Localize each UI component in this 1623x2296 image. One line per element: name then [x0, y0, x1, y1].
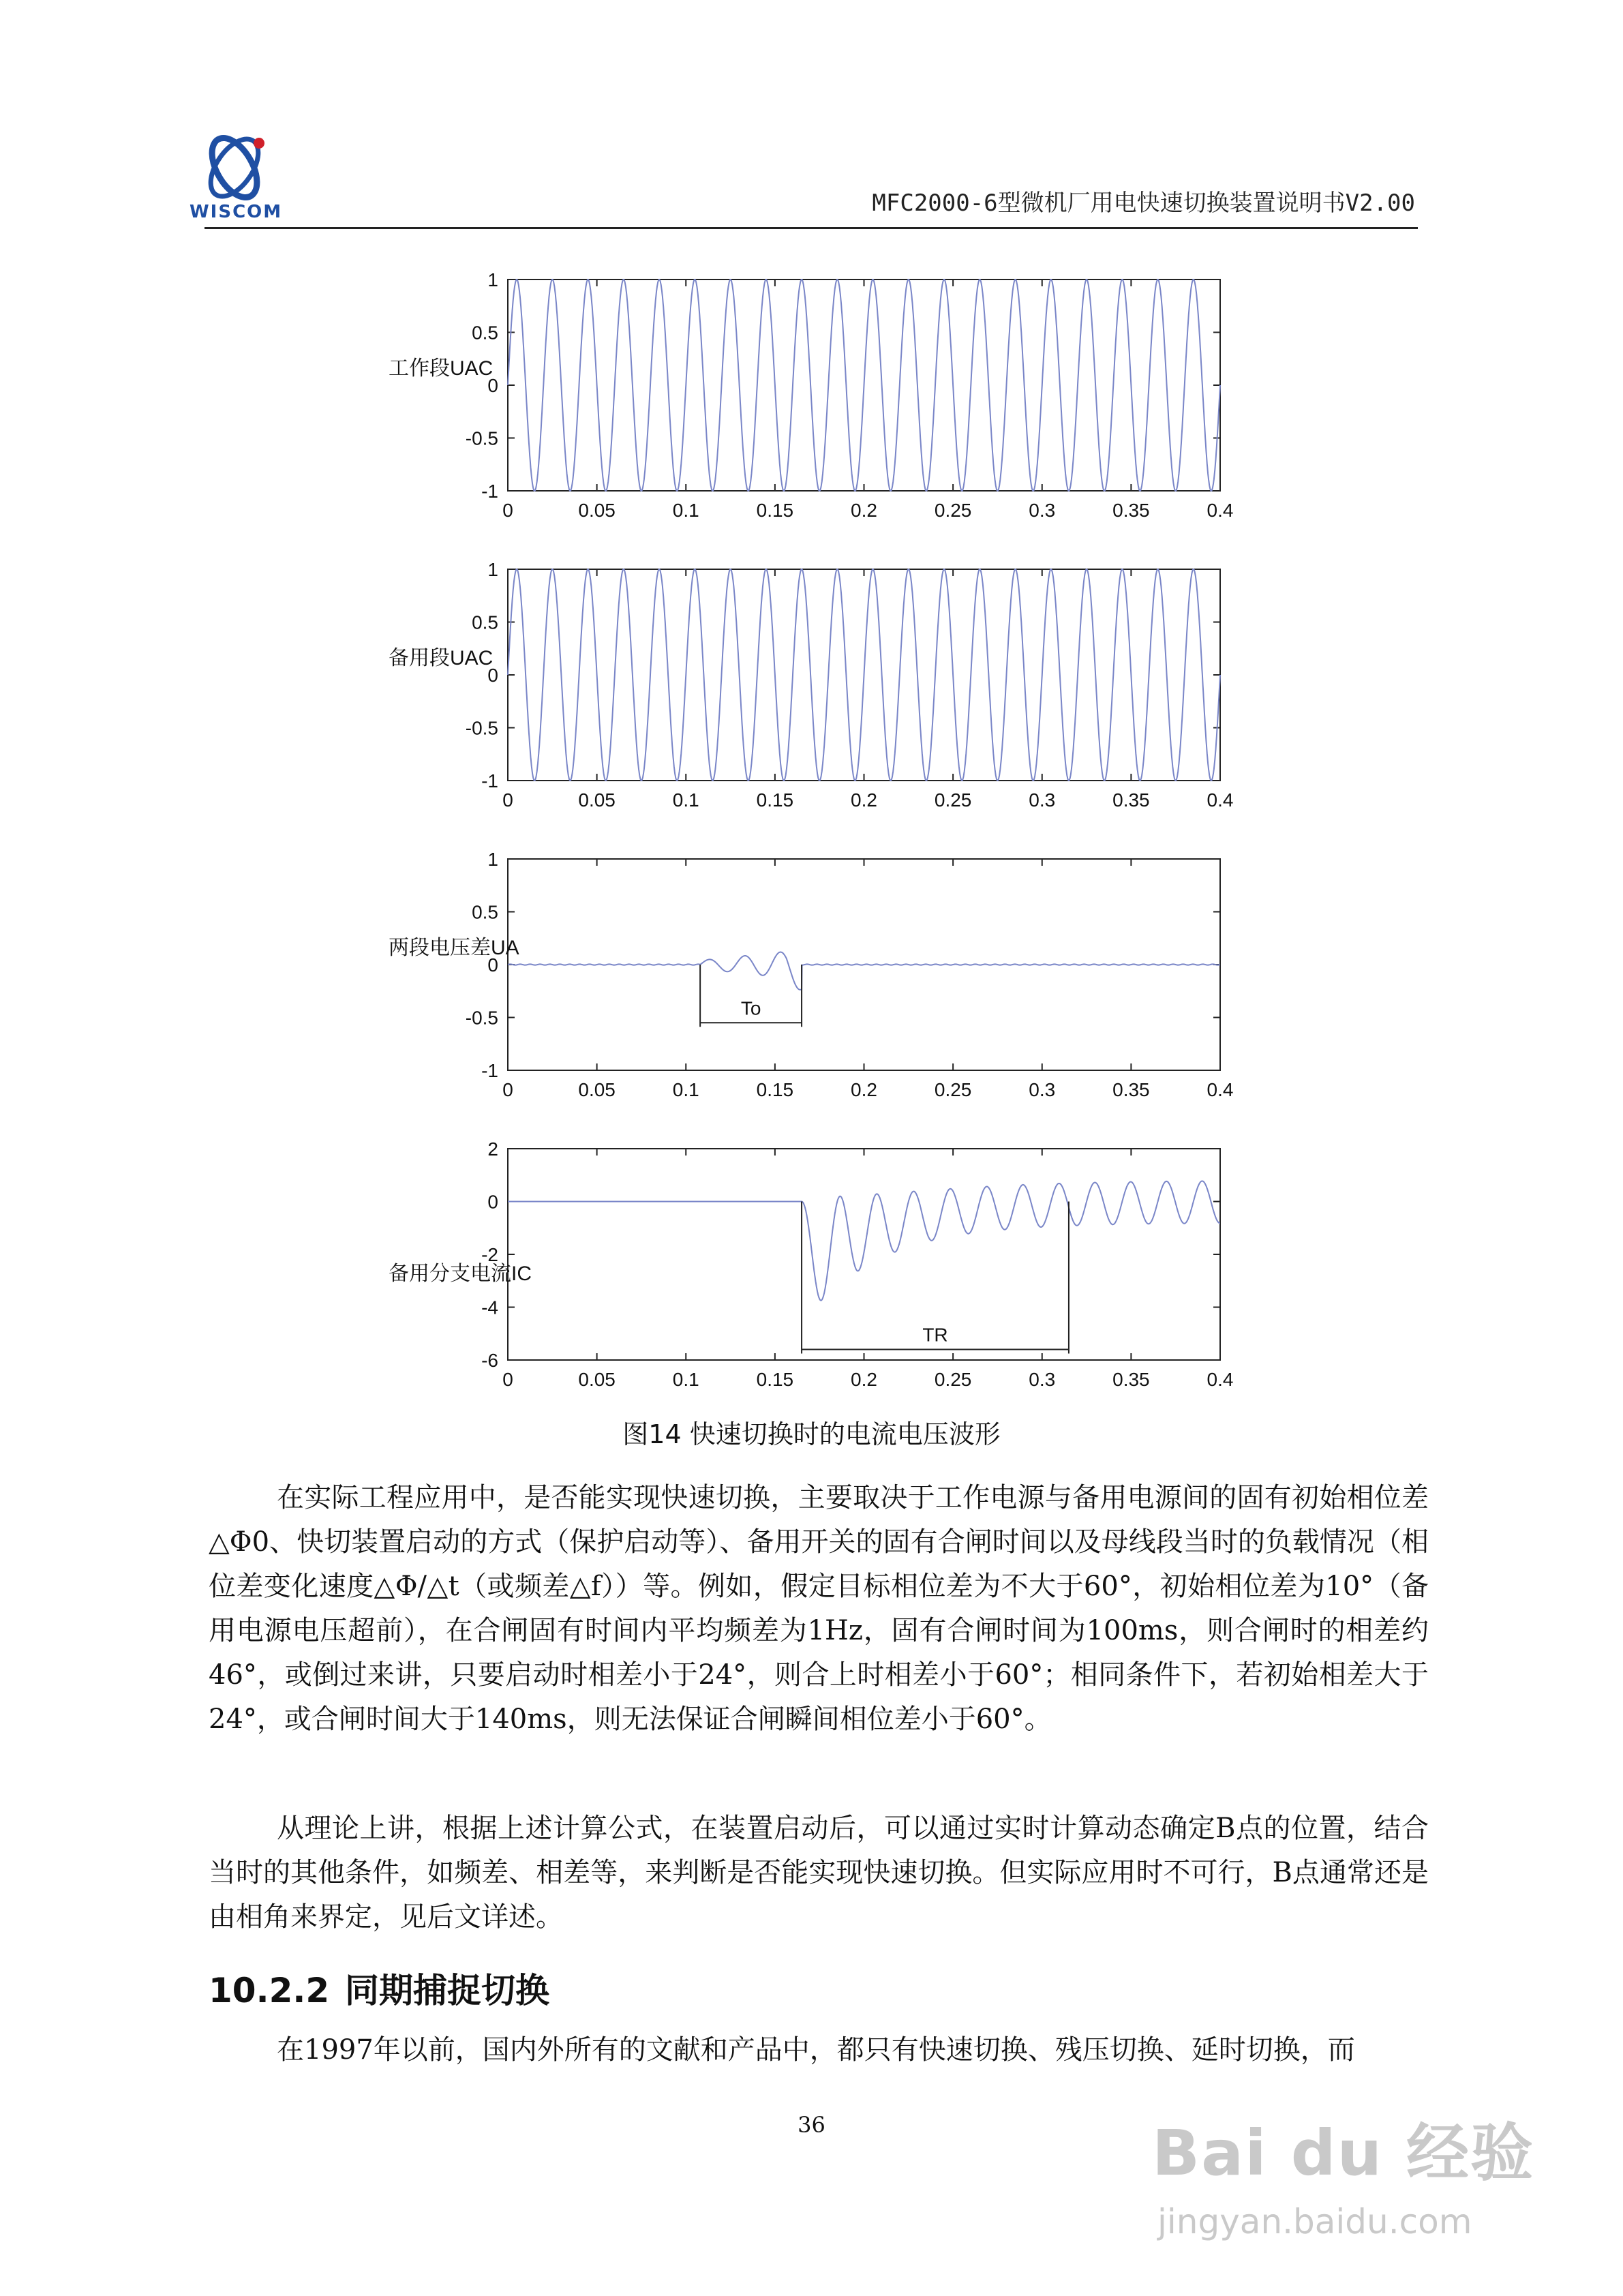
x-tick-label: 0.05 — [578, 500, 616, 521]
x-tick-label: 0.35 — [1112, 500, 1150, 521]
x-tick-label: 0.3 — [1029, 1079, 1056, 1100]
y-tick-label: -2 — [481, 1244, 498, 1265]
chart-panel-2 — [389, 559, 1233, 811]
x-tick-label: 0.15 — [756, 789, 794, 811]
y-tick-label: -1 — [481, 770, 498, 791]
x-tick-label: 0.05 — [578, 1079, 616, 1100]
y-axis-label: 备用段UAC — [389, 647, 494, 669]
y-tick-label: -0.5 — [465, 717, 498, 739]
document-title: MFC2000-6型微机厂用电快速切换装置说明书V2.00 — [872, 190, 1415, 217]
x-tick-label: 0.15 — [756, 1369, 794, 1390]
x-tick-label: 0 — [502, 789, 513, 811]
x-tick-label: 0 — [502, 1079, 513, 1100]
series-line-两段电压差UA — [508, 952, 1220, 990]
paragraph-3: 在1997年以前，国内外所有的文献和产品中，都只有快速切换、残压切换、延时切换，而 — [277, 2034, 1355, 2066]
section-heading — [209, 1963, 549, 2012]
x-tick-label: 0.25 — [934, 1079, 972, 1100]
x-tick-label: 0.4 — [1207, 500, 1234, 521]
x-tick-label: 0.25 — [934, 789, 972, 811]
y-tick-label: 0 — [487, 1191, 498, 1213]
x-tick-label: 0.3 — [1029, 1369, 1056, 1390]
chart-panel-3 — [389, 849, 1233, 1100]
y-axis-label: 备用分支电流IC — [389, 1263, 532, 1285]
section-title: 同期捕捉切换 — [345, 1971, 549, 2010]
y-tick-label: -1 — [481, 1060, 498, 1081]
x-tick-label: 0.2 — [851, 1079, 877, 1100]
y-tick-label: 1 — [487, 849, 498, 870]
x-tick-label: 0.35 — [1112, 1079, 1150, 1100]
y-tick-label: -4 — [481, 1297, 498, 1318]
chart-panel-4 — [389, 1138, 1233, 1390]
y-tick-label: -0.5 — [465, 427, 498, 449]
y-tick-label: 0 — [487, 954, 498, 976]
figure-caption: 图14 快速切换时的电流电压波形 — [622, 1419, 1001, 1449]
x-tick-label: 0.35 — [1112, 1369, 1150, 1390]
y-tick-label: 0 — [487, 375, 498, 396]
annotation-label: To — [740, 997, 761, 1019]
y-tick-label: -1 — [481, 481, 498, 502]
y-tick-label: -0.5 — [465, 1007, 498, 1029]
x-tick-label: 0.3 — [1029, 789, 1056, 811]
y-tick-label: 0.5 — [472, 901, 498, 923]
y-tick-label: 1 — [487, 559, 498, 580]
annotation-label: TR — [922, 1324, 948, 1346]
x-tick-label: 0.2 — [851, 789, 877, 811]
page-number: 36 — [798, 2112, 825, 2138]
series-line-备用分支电流IC — [508, 1181, 1220, 1301]
x-tick-label: 0.2 — [851, 500, 877, 521]
x-tick-label: 0 — [502, 1369, 513, 1390]
x-tick-label: 0.1 — [672, 500, 699, 521]
paragraph-2: 从理论上讲，根据上述计算公式，在装置启动后，可以通过实时计算动态确定B点的位置，结合当时的其他条件，如频差、相差等，来判断是否能实现快速切换。但实际应用时不可行，B点通常还是由相角来界定，见后文详述。 — [209, 1813, 1429, 1933]
x-tick-label: 0.4 — [1207, 1369, 1234, 1390]
y-tick-label: 0.5 — [472, 322, 498, 344]
watermark-url: jingyan.baidu.com — [1157, 2202, 1472, 2241]
logo-text: WISCOM — [189, 202, 283, 222]
paragraph-1: 在实际工程应用中，是否能实现快速切换，主要取决于工作电源与备用电源间的固有初始相位差△Φ0、快切装置启动的方式（保护启动等）、备用开关的固有合闸时间以及母线段当时的负载情况（相位差变化速度△Φ/△t（或频差△f））等。例如，假定目标相位差为不大于60°，初始相位差为10°（备用电源电压超前），在合闸固有时间内平均频差为1Hz，固有合闸时间为100ms，则合闸时的相差约46°，或倒过来讲，只要启动时相差小于24°，则合上时相差小于60°；相同条件下，若初始相差大于24°，或合闸时间大于140ms，则无法保证合闸瞬间相位差小于60°。 — [209, 1482, 1429, 1735]
y-tick-label: 1 — [487, 269, 498, 290]
x-tick-label: 0.1 — [672, 789, 699, 811]
x-tick-label: 0.35 — [1112, 789, 1150, 811]
x-tick-label: 0.3 — [1029, 500, 1056, 521]
baidu-watermark: Bai du 经验 — [1152, 2117, 1535, 2190]
y-tick-label: 2 — [487, 1138, 498, 1160]
y-axis-label: 工作段UAC — [389, 357, 494, 380]
x-tick-label: 0.1 — [672, 1079, 699, 1100]
series-line-工作段UAC — [508, 280, 1220, 491]
x-tick-label: 0.05 — [578, 789, 616, 811]
x-tick-label: 0.25 — [934, 1369, 972, 1390]
x-tick-label: 0.2 — [851, 1369, 877, 1390]
section-number: 10.2.2 — [209, 1971, 330, 2010]
x-tick-label: 0.4 — [1207, 1079, 1234, 1100]
x-tick-label: 0.25 — [934, 500, 972, 521]
y-tick-label: -6 — [481, 1350, 498, 1371]
y-tick-label: 0.5 — [472, 611, 498, 633]
chart-panel-1 — [389, 269, 1233, 521]
series-line-备用段UAC — [508, 569, 1220, 781]
y-axis-label: 两段电压差UA — [389, 937, 519, 959]
x-tick-label: 0.4 — [1207, 789, 1234, 811]
x-tick-label: 0 — [502, 500, 513, 521]
x-tick-label: 0.1 — [672, 1369, 699, 1390]
x-tick-label: 0.05 — [578, 1369, 616, 1390]
x-tick-label: 0.15 — [756, 500, 794, 521]
x-tick-label: 0.15 — [756, 1079, 794, 1100]
y-tick-label: 0 — [487, 665, 498, 686]
